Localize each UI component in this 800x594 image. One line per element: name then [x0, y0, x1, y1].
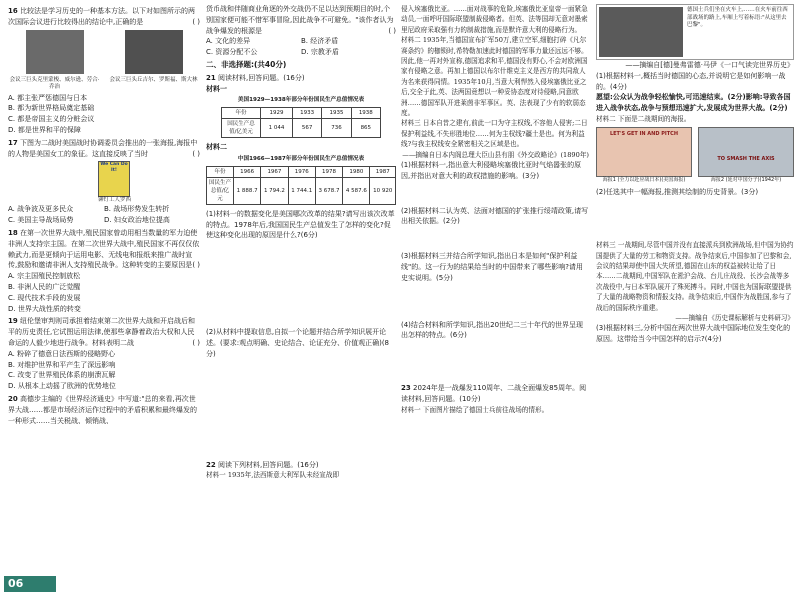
option-row: [206, 47, 396, 58]
option[interactable]: B. 战场形势发生转折: [104, 205, 170, 214]
question-22: [206, 460, 396, 471]
rosie-poster: [98, 161, 130, 197]
table-cell: 1 888.7: [234, 177, 261, 204]
sub-question: (3)根据材料三并结合所学知识,指出日本是如何"保护利益线"的。这一行为的结果给当时的中国带来了哪些影响?请用史实说明。(5分): [401, 252, 583, 282]
question-19: [8, 316, 200, 348]
sub-question: (1)根据材料一,概括当时德国的心态,并说明它是如何影响一战的。(4分): [596, 71, 786, 91]
table-cell: 567: [293, 119, 322, 138]
conference-image-2: [107, 30, 200, 91]
answer-space[interactable]: [401, 227, 589, 251]
option[interactable]: A. 文化的差异: [206, 37, 251, 46]
material-text: 材料一 下面图片描绘了德国士兵前往战场的情形。: [401, 405, 549, 414]
answer-paren: ( ): [192, 338, 200, 347]
conference-image-1: [8, 30, 101, 91]
poster-1: [596, 127, 692, 177]
question-stem: 纽伦堡审判则司承担着结束第二次世界大战和开启战后和平的历史责任,它试图运用法律,使那些拿静着政治大权和人民命运的人毅少地进行战争。材料表明二战: [8, 317, 195, 347]
table-cell: 4 587.6: [343, 177, 370, 204]
table-row: [222, 119, 381, 138]
question-stem: 阅读下列材料,回答问题。(16分): [217, 460, 319, 469]
question-number: 20: [8, 394, 18, 403]
photo: [125, 30, 183, 74]
table-cell: 3 678.7: [315, 177, 342, 204]
table-header: 1987: [370, 166, 396, 177]
sub-question: (2)从材料中提取信息,自拟一个论题并结合所学知识展开论述。(要求:观点明确、史论结合、论证充分、价值观正确)(8分): [206, 328, 390, 358]
question-16: [8, 6, 200, 28]
question-20-continued: [206, 4, 396, 36]
answer-paren: ( ): [192, 261, 200, 270]
option[interactable]: D. 都是世界和平的保障: [8, 125, 81, 134]
question-number: 17: [8, 138, 18, 147]
poster-1-box: [596, 127, 692, 184]
poster-caption: 铆钉工人罗西: [98, 197, 132, 204]
question-number: 23: [401, 384, 411, 393]
option[interactable]: B. 都为新世界格局奠定基础: [8, 104, 95, 113]
material-citation: ——摘编自[德]曼弗雷德·马伊《一口气读完世界历史》: [625, 61, 794, 69]
material-text: 材料二 1935年,当德国宣布扩军50万,建立空军,细胞打碎《凡尔赛条约》的枷锁时,希特勒加速此时德国的军事力量还远远不够。因此,他一再对外宣称,德国追求和平,德国没有野心,不会对欧洲国家有侵略之意。再加上德国以布尔什维克主义是西方的共同敌人为名来获得同情。1935年10月,当意大利悍然入侵埃塞俄比亚之后,交全于此,英、法两国竟想以一种妥协态度对待侵略,同意欧洲……德国军队开进莱茵非军事区。英、法表现了少有的软弱态度。: [401, 36, 588, 118]
poster-2-box: [698, 127, 794, 184]
question-21: [206, 73, 396, 84]
gdp-table-usa: [221, 107, 381, 138]
answer-paren: ( ): [192, 17, 200, 26]
option[interactable]: A. 粉碎了德意日法西斯的侵略野心: [8, 349, 116, 358]
column-2: [206, 4, 396, 481]
soldier-train-photo: [599, 7, 683, 57]
answer-paren: ( ): [388, 26, 396, 35]
question-18: [8, 228, 200, 271]
question-stem: 2024年是一战爆发110周年、二战全面爆发85周年。阅读材料,回答问题。(10分): [401, 384, 587, 404]
sub-question: (3)根据材料三,分析中国在两次世界大战中国际地位发生变化的原因。这带给当今中国怎样的启示?(4分): [596, 324, 791, 344]
material-text: 材料一 1935年,法西斯意大利军队未经宣战即: [206, 471, 340, 480]
material-text: 侵入埃塞俄比亚。……面对战事的危险,埃塞俄比亚皇帝一面紧急动员,一面呼吁国际联盟制裁侵略者。但英、法等国却无意对墨索里尼政府采取强有力的制裁措施,而是默许意大利的侵略行为。: [401, 5, 588, 34]
table-header: 1980: [343, 166, 370, 177]
section-heading: 二、非选择题:(共40分): [206, 59, 287, 69]
table-row: [207, 177, 396, 204]
material-text: 材料二 下面是二战期间的海报。: [596, 114, 691, 123]
option[interactable]: D. 妇女政治地位提高: [104, 216, 170, 225]
sub-question: (2)任选其中一幅海报,推测其绘制的历史背景。(3分): [596, 188, 759, 197]
option[interactable]: B. 非洲人民的广泛觉醒: [8, 282, 81, 291]
option-row: [8, 204, 200, 215]
table-cell: 1 744.1: [288, 177, 315, 204]
table-cell: 736: [322, 119, 351, 138]
answer-paren: ( ): [192, 149, 200, 158]
poster-caption: 海报2 (延对中国分子)(1942年): [710, 177, 782, 184]
table-cell: 10 920: [370, 177, 396, 204]
table-header: 1967: [261, 166, 288, 177]
table-header: 年份: [222, 108, 261, 119]
option-row: [8, 215, 200, 226]
soldier-photo-box: [596, 4, 794, 60]
column-3: [401, 4, 589, 415]
column-4: [596, 4, 794, 345]
option[interactable]: D. 从根本上动摇了欧洲的优势地位: [8, 382, 116, 391]
option[interactable]: A. 战争波及更多民众: [8, 205, 74, 214]
option[interactable]: C. 资源分配不公: [206, 48, 258, 57]
table-header: 1938: [351, 108, 380, 119]
answer-space[interactable]: [596, 198, 794, 240]
question-stem: 下图为二战时美国战时协调委员会推出的一张海报,海报中的人物是美国女工的象征。这直接反映了当时: [8, 138, 198, 158]
table-cell: 1 044: [261, 119, 293, 138]
option[interactable]: D. 宗教矛盾: [301, 48, 339, 57]
sub-question: (1)材料一的数据变化是美国哪次改革的结果?请写出该次改革的特点。1978年后,我国国民生产总值发生了怎样的变化?促使这种变化出现的原因是什么?(6分): [206, 209, 395, 240]
table-header-row: [222, 108, 381, 119]
table-header: 1933: [293, 108, 322, 119]
question-number: 22: [206, 460, 216, 469]
material-label: 材料二: [206, 143, 227, 152]
poster-text: LET'S GET IN AND PITCH: [609, 131, 679, 138]
answer-space[interactable]: [206, 241, 396, 327]
question-17: [8, 138, 200, 160]
table-title: 中国1966—1987年部分年份国民生产总值情况表: [237, 155, 365, 162]
sub-question: (1)根据材料一,指出意大利侵略埃塞俄比亚时气焰嚣张的原因,并指出对意大利的政权措施的影响。(3分): [401, 161, 582, 180]
option[interactable]: D. 世界大战性质的转变: [8, 304, 81, 313]
option[interactable]: A. 宗主国殖民控制放松: [8, 272, 81, 281]
answer-space[interactable]: [206, 360, 396, 460]
material-label: 材料一: [206, 84, 227, 93]
table-cell: 865: [351, 119, 380, 138]
question-23: [401, 383, 589, 405]
table-header: 年份: [207, 166, 234, 177]
option[interactable]: B. 对维护世界和平产生了深远影响: [8, 360, 116, 369]
table-header: 1976: [288, 166, 315, 177]
table-header-row: [207, 166, 396, 177]
filled-answer: 愿望:公众认为战争轻松愉快,可迅速结束。(2分)影响:导致各国进入战争状态,战争与预想迅速扩大,发展成为世界大战。(2分): [596, 93, 791, 113]
table-header: 1966: [234, 166, 261, 177]
photo-caption: 德国士兵们坐在火车上,……在火车前往西部战场的路上,车厢上写着标语:"从这里去巴黎"。: [687, 7, 788, 28]
page-number: 06: [8, 577, 24, 590]
row-label: 国民生产总值/亿元: [207, 177, 234, 204]
question-number: 16: [8, 7, 18, 15]
answer-space[interactable]: [401, 341, 589, 383]
option[interactable]: C. 美国主导战场局势: [8, 216, 74, 225]
option[interactable]: C. 都是帝国主义的分赃会议: [8, 115, 95, 124]
answer-space[interactable]: [401, 284, 589, 320]
poster-2: [698, 127, 794, 177]
option[interactable]: B. 经济矛盾: [301, 37, 339, 46]
poster-text: TO SMASH THE AXIS: [717, 156, 775, 163]
question-stem: 货币战和伴随商业角逐的外交战仍不足以达到预期目的时,个别国家便可能不惜军事冒险,因此战争不可避免。"该作者认为战争爆发的根源是: [206, 5, 394, 35]
question-stem: 阅读材料,回答问题。(16分): [217, 73, 305, 82]
gdp-table-china: [206, 166, 396, 205]
page-number-badge: [4, 576, 56, 592]
conference-images: [8, 30, 200, 91]
poster-text: We Can Do It!: [100, 162, 128, 174]
photo: [26, 30, 84, 74]
question-stem: 比较法是学习历史的一种基本方法。以下对如图所示的两次国际会议进行比较得出的结论中,正确的是: [8, 7, 195, 26]
rosie-poster-box: [98, 161, 200, 204]
question-number: 18: [8, 228, 18, 237]
question-20: [8, 394, 200, 426]
question-stem: 高德步主编的《世界经济通史》中写道:"总的来看,再次世界大战……都是市场经济运作过程中的矛盾积累和最终爆发的一种形式……当关税战、倾销战、: [8, 394, 197, 425]
poster-caption: 海报1 (全力以赴应战日本)(美国海报): [602, 177, 686, 184]
table-title: 美国1929—1938年部分年份国民生产总值情况表: [237, 97, 365, 104]
material-text: 材料三 一战期间,尽管中国并没有直接派兵到欧洲战场,但中国为协约国提供了大量的劳工和物资支持。战争结束后,中国参加了巴黎和会,会议的结果却使中国大失所望,德国在山东的权益被转让给了日本……二战期间,中国军队在淞沪会战、台儿庄战役、长沙会战等多次战役中,与日本军队展开了殊死搏斗。同时,中国也为国际联盟提供了大量的战略物资和情报支持。战争结束后,中国作为战胜国,参与了战后的国际秩序重建。: [596, 241, 794, 312]
image-caption: 会议三巨头丘吉尔、罗斯福、斯大林: [109, 76, 198, 83]
sub-question: (4)结合材料和所学知识,指出20世纪二三十年代的世界呈现出怎样的特点。(6分): [401, 320, 584, 340]
poster-row: [596, 127, 794, 184]
material-text: 材料三 日本自昔之建有,前此一口为守主权线,不容他人侵害;二日保护利益线,不失形胜地位……何为主权线?疆土是也。何为利益线?与我主权线安全紧密相关之区域是也。: [401, 119, 588, 149]
option[interactable]: A. 都主张严惩德国与日本: [8, 93, 88, 102]
question-number: 21: [206, 73, 216, 82]
question-stem: 在第一次世界大战中,殖民国家曾动用相当数量的军力迫使非洲人支持宗主国。在第二次世界大战中,殖民国家不再仅仅依赖武力,而是更倾向于运用电影、无线电和报纸来推广战时宣传,鼓励和邀请非洲人支持殖民战争。这种转变的主要原因是: [8, 228, 200, 270]
option-row: [206, 36, 396, 47]
option[interactable]: C. 改变了世界殖民体系的崩溃瓦解: [8, 371, 116, 380]
material-citation: ——摘编自《历史课标解析与史料研习》: [675, 314, 794, 323]
material-citation: ——摘编自日本内阁总理大臣山县有朋《外交政略论》(1890年): [402, 150, 589, 159]
sub-question: (2)根据材料二认为英、法面对德国的扩张推行绥靖政策,请写出相关依据。(2分): [401, 206, 589, 226]
table-cell: 1 794.2: [261, 177, 288, 204]
table-header: 1978: [315, 166, 342, 177]
row-label: 国民生产总值/亿美元: [222, 119, 261, 138]
table-header: 1929: [261, 108, 293, 119]
image-caption: 会议三巨头克里蒙梭、威尔逊、劳合·乔治: [9, 76, 100, 90]
option[interactable]: C. 现代技术手段的发展: [8, 293, 81, 302]
question-number: 19: [8, 317, 18, 326]
column-1: [8, 4, 200, 426]
table-header: 1935: [322, 108, 351, 119]
answer-space[interactable]: [401, 182, 589, 206]
